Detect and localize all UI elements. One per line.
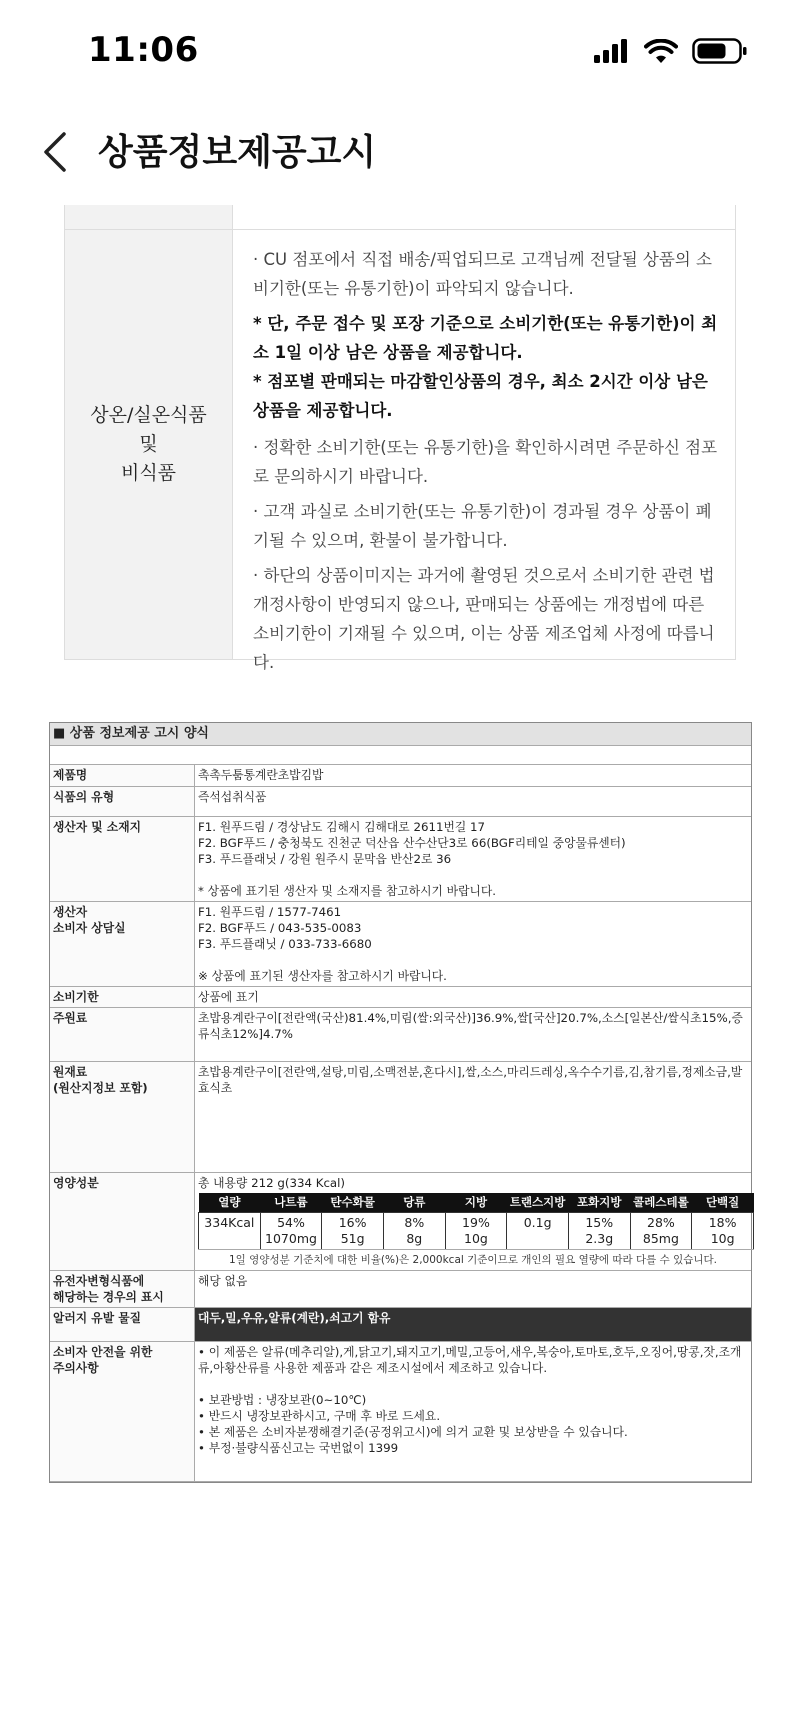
product-info-table	[50, 765, 751, 1482]
nutrition-value: 0.1g	[507, 1212, 569, 1249]
page-header	[0, 110, 800, 190]
nutrition-value: 19% 10g	[445, 1212, 507, 1249]
nutrition-total: 총 내용량 212 g(334 Kcal)	[198, 1175, 346, 1190]
status-icons	[594, 38, 748, 64]
nutrition-note: 1일 영양성분 기준치에 대한 비율(%)은 2,000kcal 기준이므로 개인의 필요 열량에 따라 다를 수 있습니다.	[229, 1253, 717, 1266]
nutrition-header: 열량	[199, 1193, 261, 1213]
row-label: 주원료	[50, 1007, 195, 1061]
status-time: 11:06	[88, 30, 199, 70]
row-value: 상품에 표기	[195, 986, 752, 1007]
table-row	[50, 786, 751, 816]
nutrition-header: 트랜스지방	[507, 1193, 569, 1213]
category-line: 및	[139, 433, 158, 455]
back-chevron-icon[interactable]	[38, 130, 78, 174]
product-info-form	[49, 722, 752, 1483]
delivery-notice-table	[64, 205, 736, 672]
table-row	[50, 1270, 751, 1307]
row-label: 제품명	[50, 765, 195, 786]
notice-paragraph: · CU 점포에서 직접 배송/픽업되므로 고객님께 전달될 상품의 소비기한(또는 유통기한)이 파악되지 않습니다.	[253, 250, 712, 298]
nutrition-cell	[195, 1172, 752, 1270]
nutrition-header: 탄수화물	[322, 1193, 384, 1213]
nutrition-header: 단백질	[692, 1193, 754, 1213]
nutrition-header: 콜레스테롤	[630, 1193, 692, 1213]
battery-icon	[692, 38, 748, 64]
notice-bold-paragraph: * 단, 주문 접수 및 포장 기준으로 소비기한(또는 유통기한)이 최소 1일 이상 남은 상품을 제공합니다.	[253, 314, 718, 362]
row-value: 초밥용계란구이[전란액(국산)81.4%,미림(쌀:외국산)]36.9%,쌀[국산]20.7%,소스[일본산/쌀식초15%,증류식초12%]4.7%	[195, 1007, 752, 1061]
category-line: 상온/실온식품	[90, 404, 207, 426]
row-value: 초밥용계란구이[전란액,설탕,미림,소맥전분,혼다시],쌀,소스,마리드레싱,옥수수기름,김,참기름,정제소금,발효식초	[195, 1061, 752, 1172]
page-title: 상품정보제공고시	[98, 132, 377, 173]
nutrition-header: 포화지방	[568, 1193, 630, 1213]
cellular-signal-icon	[594, 39, 630, 63]
row-label: 원재료 (원산지정보 포함)	[50, 1061, 195, 1172]
row-value: • 이 제품은 알류(메추리알),게,닭고기,돼지고기,메밀,고등어,새우,복숭아,토마토,호두,오징어,땅콩,잣,조개류,아황산류를 사용한 제품과 같은 제조시설에서 제조하고 있습니다. • 보관방법 : 냉장보관(0~10℃) • 반드시 냉장보관하시고, 구매 후 바로 드세요. • 본 제품은 소비자분쟁해결기준(공정위고시)에 의거 교환 및 보상받을 수 있습니다. • 부정·불량식품신고는 국번없이 1399	[195, 1341, 752, 1481]
row-label: 소비자 안전을 위한 주의사항	[50, 1341, 195, 1481]
nutrition-header: 당류	[383, 1193, 445, 1213]
notice-paragraph: · 하단의 상품이미지는 과거에 촬영된 것으로서 소비기한 관련 법개정사항이 반영되지 않으나, 판매되는 상품에는 개정법에 따른 소비기한이 기재될 수 있으며, 이는 상품 제조업체 사정에 따릅니다.	[253, 566, 715, 672]
nutrition-header: 나트륨	[260, 1193, 322, 1213]
table-row	[50, 1172, 751, 1270]
table-row	[50, 1007, 751, 1061]
table-row	[50, 986, 751, 1007]
notice-top-row	[65, 205, 735, 230]
nutrition-value: 28% 85mg	[630, 1212, 692, 1249]
nutrition-value: 334Kcal	[199, 1212, 261, 1249]
table-row	[50, 1061, 751, 1172]
allergy-value: 대두,밀,우유,알류(계란),쇠고기 함유	[195, 1307, 752, 1341]
wifi-icon	[644, 39, 678, 64]
nutrition-value: 54% 1070mg	[260, 1212, 322, 1249]
notice-category	[65, 230, 233, 659]
table-row	[50, 901, 751, 986]
table-row	[50, 1341, 751, 1481]
notice-content	[253, 245, 723, 683]
row-value: 즉석섭취식품	[195, 786, 752, 816]
nutrition-table	[198, 1193, 754, 1250]
nutrition-value: 18% 10g	[692, 1212, 754, 1249]
row-label: 생산자 및 소재지	[50, 816, 195, 901]
category-line: 비식품	[120, 462, 177, 484]
nutrition-value: 15% 2.3g	[568, 1212, 630, 1249]
notice-paragraph: · 고객 과실로 소비기한(또는 유통기한)이 경과될 경우 상품이 폐기될 수 있으며, 환불이 불가합니다.	[253, 502, 712, 550]
row-value: F1. 원푸드림 / 경상남도 김해시 김해대로 2611번길 17 F2. BGF푸드 / 충청북도 진천군 덕산읍 산수산단3로 66(BGF리테일 중앙물류센터) F3. 푸드플래닛 / 강원 원주시 문막읍 반산2로 36 * 상품에 표기된 생산자 및 소재지를 참고하시기 바랍니다.	[195, 816, 752, 901]
table-row	[50, 1307, 751, 1341]
row-label: 생산자 소비자 상담실	[50, 901, 195, 986]
notice-bold-paragraph: * 점포별 판매되는 마감할인상품의 경우, 최소 2시간 이상 남은 상품을 제공합니다.	[253, 372, 708, 420]
table-row	[50, 816, 751, 901]
row-label: 알러지 유발 물질	[50, 1307, 195, 1341]
form-section-title: ■ 상품 정보제공 고시 양식	[50, 723, 751, 746]
nutrition-value: 16% 51g	[322, 1212, 384, 1249]
status-bar	[0, 0, 800, 100]
notice-paragraph: · 정확한 소비기한(또는 유통기한)을 확인하시려면 주문하신 점포로 문의하시기 바랍니다.	[253, 438, 718, 486]
row-value: 촉촉두툼통계란초밥김밥	[195, 765, 752, 786]
nutrition-header: 지방	[445, 1193, 507, 1213]
row-value: 해당 없음	[195, 1270, 752, 1307]
row-label: 소비기한	[50, 986, 195, 1007]
row-label: 영양성분	[50, 1172, 195, 1270]
row-label: 유전자변형식품에 해당하는 경우의 표시	[50, 1270, 195, 1307]
row-value: F1. 원푸드림 / 1577-7461 F2. BGF푸드 / 043-535-0083 F3. 푸드플래닛 / 033-733-6680 ※ 상품에 표기된 생산자를 참고하시기 바랍니다.	[195, 901, 752, 986]
row-label: 식품의 유형	[50, 786, 195, 816]
nutrition-value: 8% 8g	[383, 1212, 445, 1249]
table-row	[50, 765, 751, 786]
